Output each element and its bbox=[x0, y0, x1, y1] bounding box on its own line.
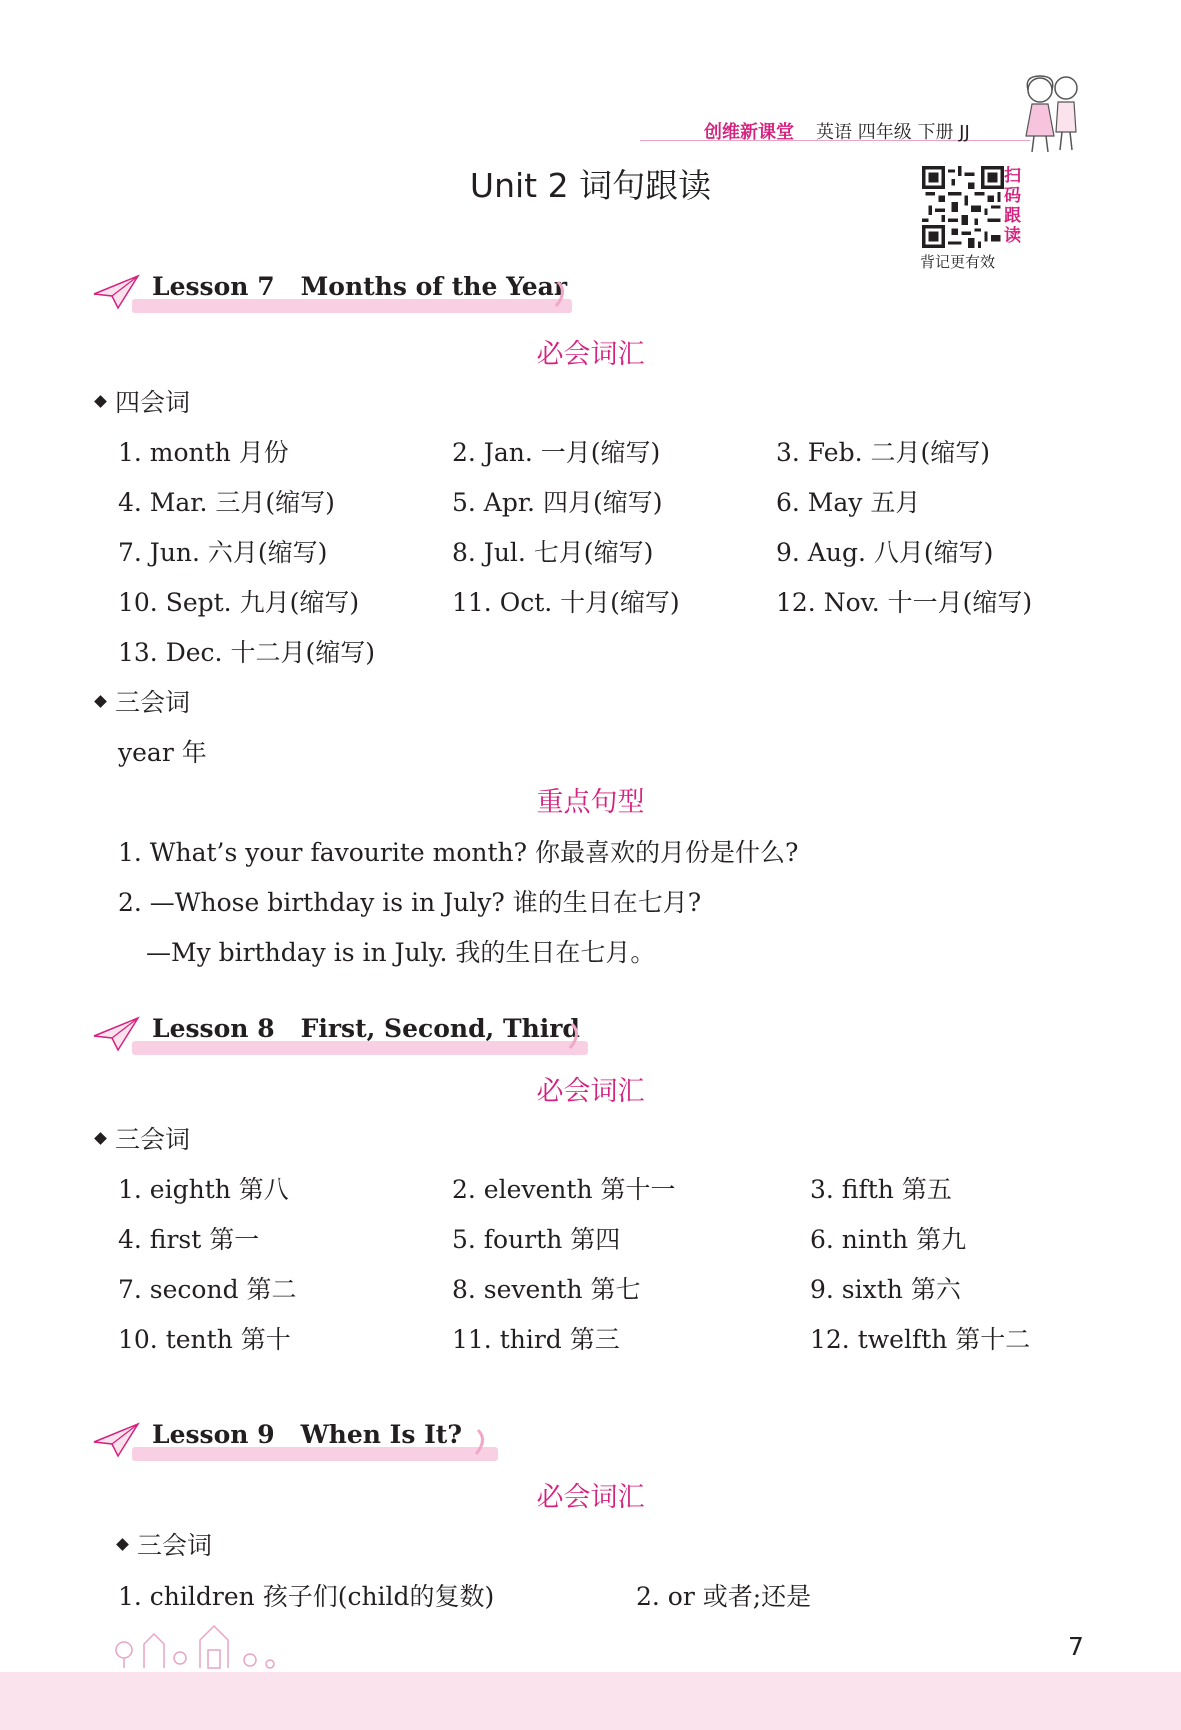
category-three-words: 三会词 bbox=[96, 1120, 190, 1156]
vocab-item: 3. fifth 第五 bbox=[810, 1175, 952, 1204]
vocab-item: 7. Jun. 六月(缩写) bbox=[118, 538, 328, 567]
vocab-item: 1. month 月份 bbox=[118, 438, 289, 467]
vocab-item: 11. third 第三 bbox=[452, 1325, 620, 1354]
lesson-7-header bbox=[92, 266, 572, 316]
lesson-label: Lesson 7 bbox=[152, 272, 275, 301]
sentence-item: 2. —Whose birthday is in July? 谁的生日在七月? bbox=[118, 888, 702, 917]
kids-illustration-icon bbox=[1012, 70, 1090, 156]
lesson-9-header bbox=[92, 1414, 492, 1464]
lesson-8-header bbox=[92, 1008, 592, 1058]
ribbon-curl-icon bbox=[472, 1428, 490, 1456]
vocab-item: 8. seventh 第七 bbox=[452, 1275, 641, 1304]
vocab-item: 10. Sept. 九月(缩写) bbox=[118, 588, 360, 617]
vocab-item: 10. tenth 第十 bbox=[118, 1325, 291, 1354]
vocab-item: 1. children 孩子们(child的复数) bbox=[118, 1582, 495, 1611]
vocab-item: 7. second 第二 bbox=[118, 1275, 297, 1304]
page-title: Unit 2 词句跟读 bbox=[469, 166, 712, 205]
vocab-item: year 年 bbox=[118, 738, 207, 767]
footer-band bbox=[0, 1672, 1181, 1730]
diamond-bullet-icon bbox=[94, 695, 107, 708]
vocab-item: 3. Feb. 二月(缩写) bbox=[776, 438, 990, 467]
lesson-name: Months of the Year bbox=[300, 272, 568, 301]
vocab-item: 2. Jan. 一月(缩写) bbox=[452, 438, 661, 467]
town-decoration-icon bbox=[110, 1620, 410, 1670]
book-subject: 英语 四年级 下册 JJ bbox=[816, 122, 970, 143]
vocab-item: 13. Dec. 十二月(缩写) bbox=[118, 638, 375, 667]
vocab-item: 5. fourth 第四 bbox=[452, 1225, 621, 1254]
sentence-item: —My birthday is in July. 我的生日在七月。 bbox=[146, 938, 656, 967]
vocab-item: 9. Aug. 八月(缩写) bbox=[776, 538, 994, 567]
category-three-words: 三会词 bbox=[96, 683, 190, 719]
diamond-bullet-icon bbox=[94, 395, 107, 408]
vocab-item: 2. eleventh 第十一 bbox=[452, 1175, 676, 1204]
lesson-name: When Is It? bbox=[300, 1420, 462, 1449]
diamond-bullet-icon bbox=[94, 1132, 107, 1145]
vocab-item: 1. eighth 第八 bbox=[118, 1175, 289, 1204]
vocab-item: 5. Apr. 四月(缩写) bbox=[452, 488, 663, 517]
qr-side-label: 扫 码 跟 读 bbox=[1004, 166, 1021, 246]
vocab-heading: 必会词汇 bbox=[536, 1482, 645, 1513]
diamond-bullet-icon bbox=[116, 1538, 129, 1551]
category-three-words: 三会词 bbox=[118, 1526, 212, 1562]
vocab-item: 6. ninth 第九 bbox=[810, 1225, 967, 1254]
sentence-heading: 重点句型 bbox=[536, 787, 645, 818]
qr-code-icon[interactable] bbox=[922, 166, 1004, 248]
lesson-label: Lesson 9 bbox=[152, 1420, 275, 1449]
vocab-item: 11. Oct. 十月(缩写) bbox=[452, 588, 680, 617]
vocab-item: 4. Mar. 三月(缩写) bbox=[118, 488, 335, 517]
series-brand: 创维新课堂 bbox=[704, 122, 794, 143]
ribbon-curl-icon bbox=[552, 280, 570, 308]
sentence-item: 1. What’s your favourite month? 你最喜欢的月份是什么? bbox=[118, 838, 799, 867]
vocab-heading: 必会词汇 bbox=[536, 1076, 645, 1107]
ribbon-curl-icon bbox=[566, 1022, 584, 1050]
vocab-item: 6. May 五月 bbox=[776, 488, 921, 517]
vocab-item: 8. Jul. 七月(缩写) bbox=[452, 538, 654, 567]
vocab-heading: 必会词汇 bbox=[536, 339, 645, 370]
qr-caption: 背记更有效 bbox=[920, 253, 996, 271]
lesson-label: Lesson 8 bbox=[152, 1014, 275, 1043]
vocab-item: 12. twelfth 第十二 bbox=[810, 1325, 1031, 1354]
vocab-item: 9. sixth 第六 bbox=[810, 1275, 961, 1304]
vocab-item: 4. first 第一 bbox=[118, 1225, 260, 1254]
page-number: 7 bbox=[1068, 1632, 1084, 1661]
vocab-item: 2. or 或者;还是 bbox=[636, 1582, 812, 1611]
lesson-name: First, Second, Third bbox=[300, 1014, 580, 1043]
vocab-item: 12. Nov. 十一月(缩写) bbox=[776, 588, 1033, 617]
category-four-words: 四会词 bbox=[96, 383, 190, 419]
